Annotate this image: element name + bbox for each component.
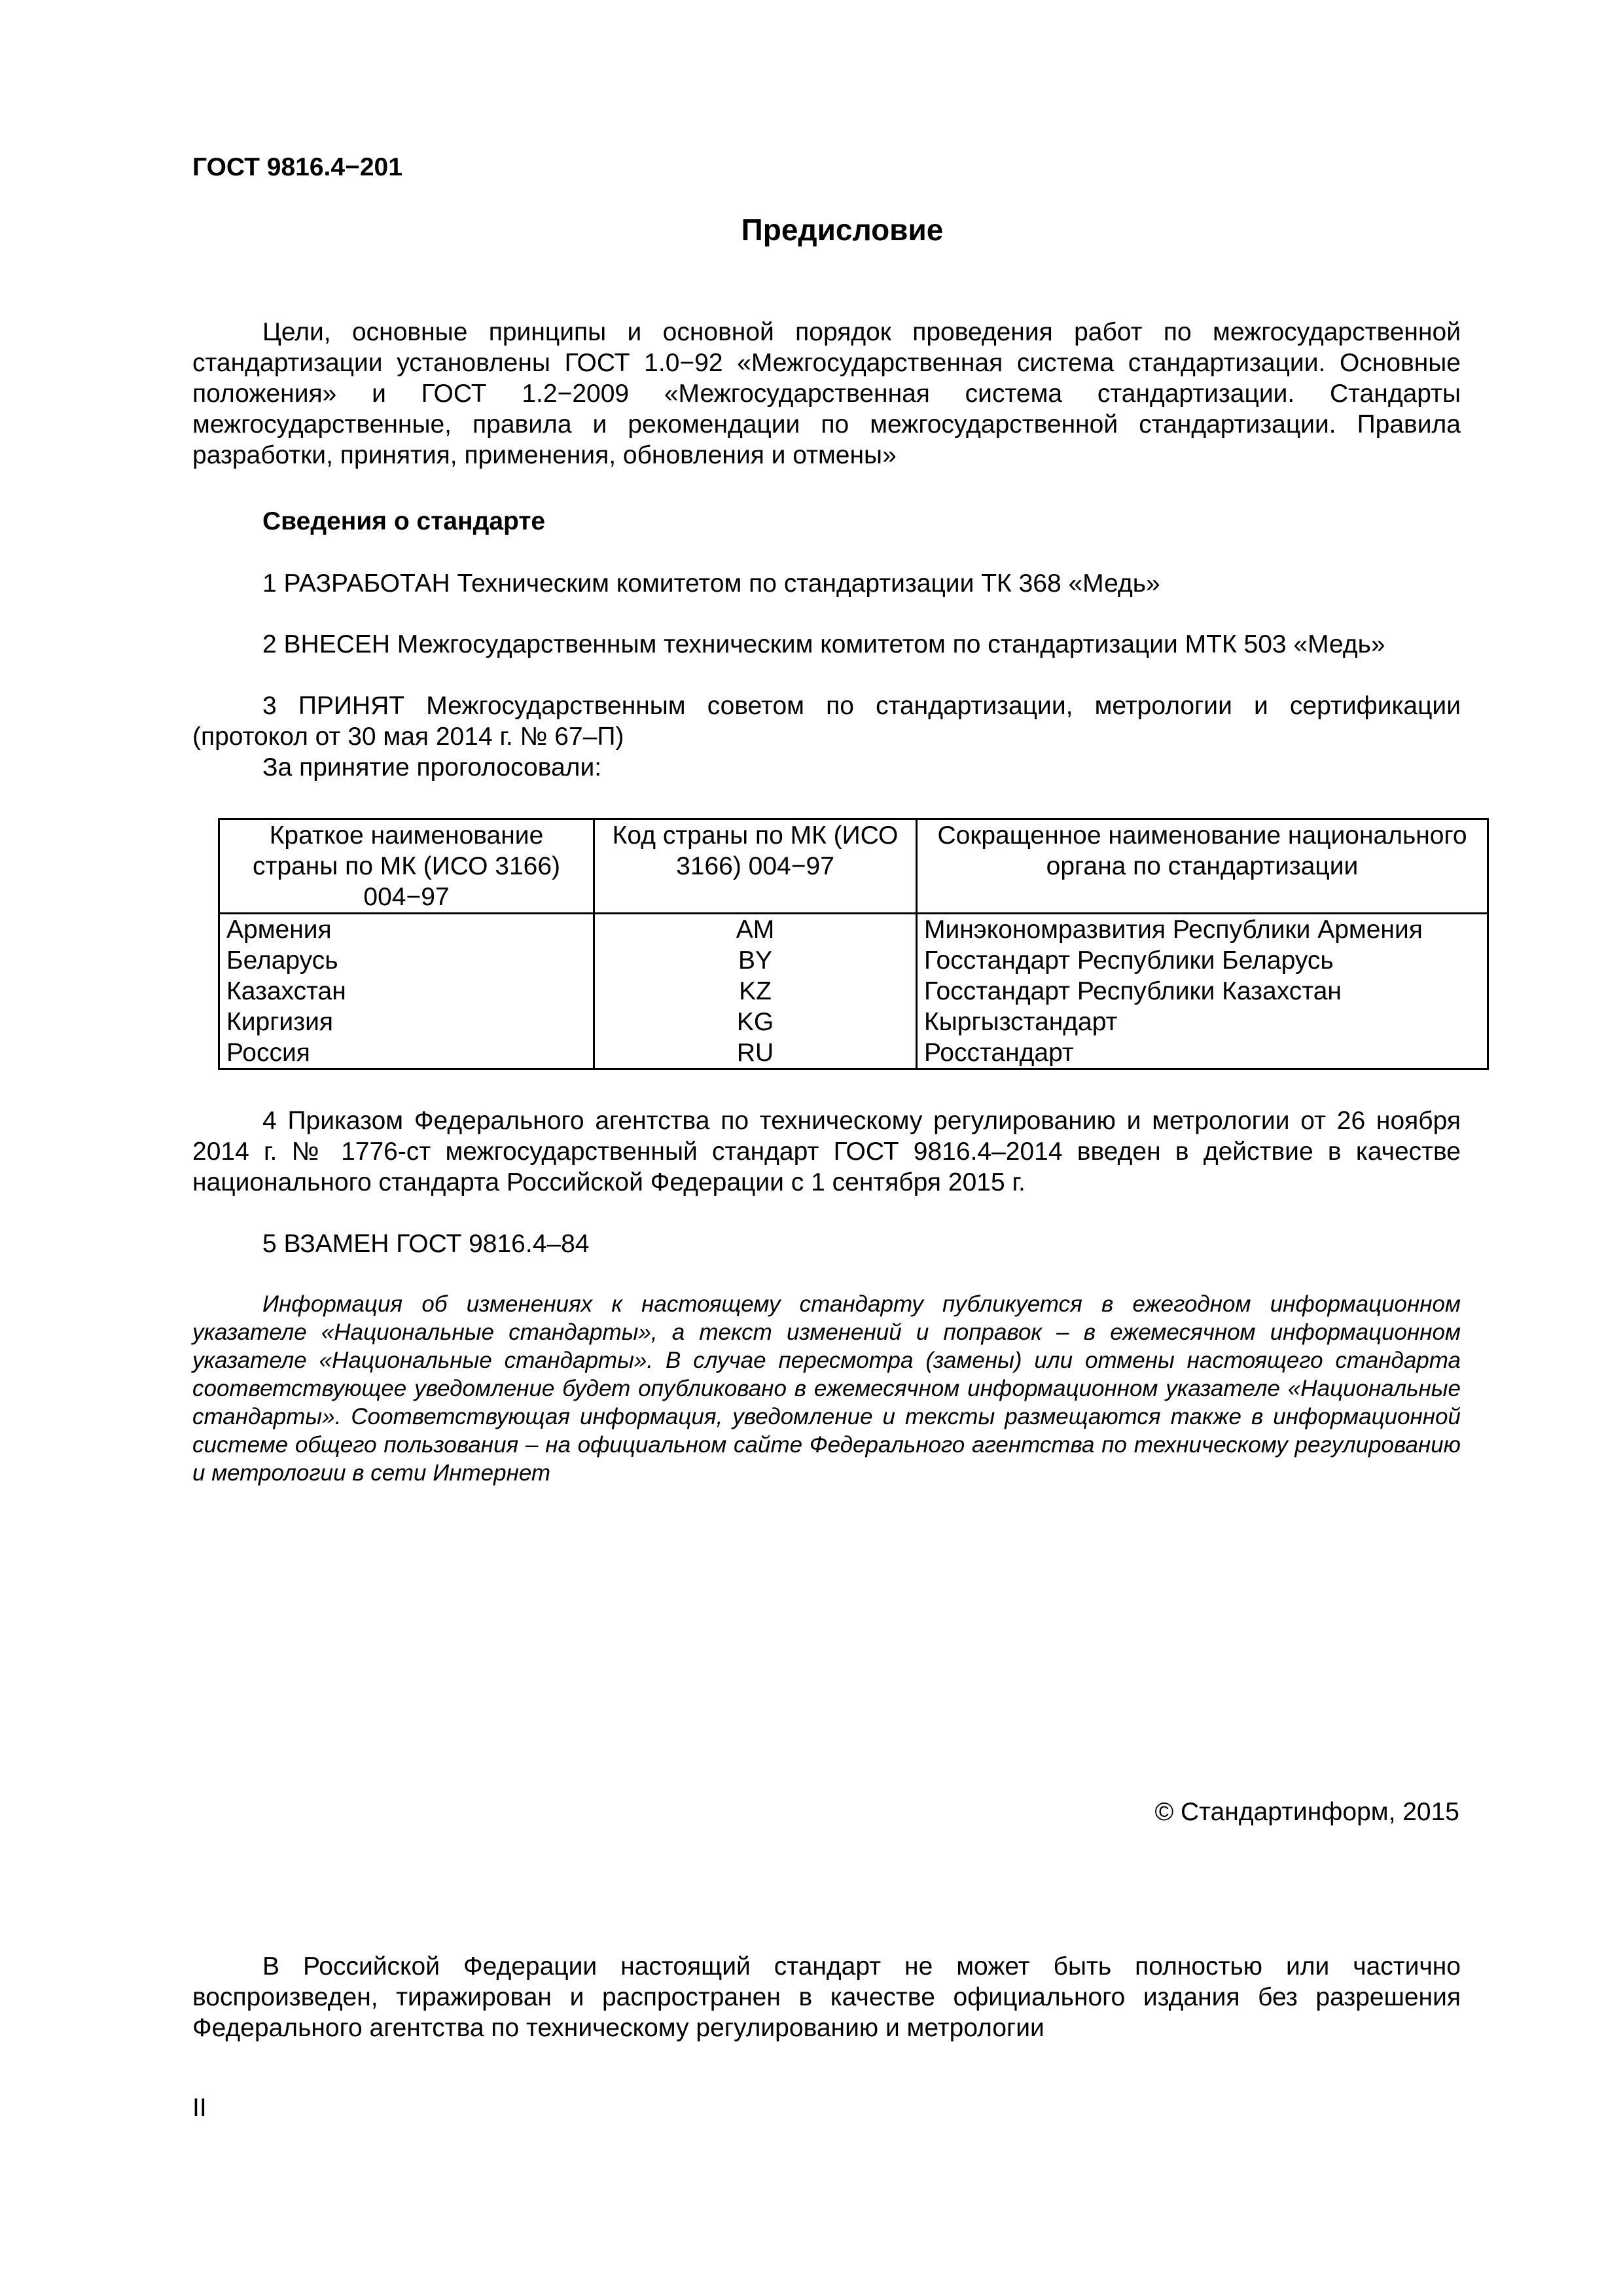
country-name-cell: Беларусь: [219, 945, 594, 976]
national-body-cell: Минэкономразвития Республики Армения: [917, 914, 1488, 946]
national-body-cell: Госстандарт Республики Беларусь: [917, 945, 1488, 976]
changes-notice: Информация об изменениях к настоящему стандарту публикуется в ежегодном информационном указателе «Национальные стандарты», а текст изменений и поправок – в ежемесячном информационном указателе «Национальные стандарты». В случае пересмотра (замены) или отмены настоящего стандарта соответствующее уведомление будет опубликовано в ежемесячном информационном указателе «Национальные стандарты». Соответствующая информация, уведомление и тексты размещаются также в информационной системе общего пользования – на официальном сайте Федерального агентства по техническому регулированию и метрологии в сети Интернет: [192, 1291, 1461, 1486]
country-name-cell: Армения: [219, 914, 594, 946]
page-number: II: [192, 2094, 207, 2122]
national-body-cell: Госстандарт Республики Казахстан: [917, 976, 1488, 1007]
voted-label: За принятие проголосовали:: [262, 753, 602, 781]
country-name-cell: Киргизия: [219, 1007, 594, 1037]
header-country-name: Краткое наименование страны по МК (ИСО 3166) 004−97: [219, 819, 594, 914]
country-name-cell: Россия: [219, 1037, 594, 1069]
voting-countries-table: [218, 818, 1489, 1070]
country-code-cell: KG: [594, 1007, 917, 1037]
item-submitted: 2 ВНЕСЕН Межгосударственным техническим комитетом по стандартизации МТК 503 «Медь»: [262, 630, 1385, 658]
national-body-cell: Кыргызстандарт: [917, 1007, 1488, 1037]
table-row: [219, 976, 1488, 1007]
table-row: [219, 1037, 1488, 1069]
item-developed: 1 РАЗРАБОТАН Техническим комитетом по стандартизации ТК 368 «Медь»: [262, 569, 1160, 598]
country-name-cell: Казахстан: [219, 976, 594, 1007]
header-national-body: Сокращенное наименование национального органа по стандартизации: [917, 819, 1488, 914]
item-order: 4 Приказом Федерального агентства по техническому регулированию и метрологии от 26 ноября 2014 г. № 1776-ст межгосударственный стандарт ГОСТ 9816.4–2014 введен в действие в качестве национального стандарта Российской Федерации с 1 сентября 2015 г.: [192, 1107, 1461, 1196]
table-row: [219, 945, 1488, 976]
table-row: [219, 914, 1488, 946]
item-replaces: 5 ВЗАМЕН ГОСТ 9816.4–84: [262, 1230, 590, 1258]
page-title: Предисловие: [741, 213, 944, 247]
country-code-cell: AM: [594, 914, 917, 946]
header-country-code: Код страны по МК (ИСО 3166) 004−97: [594, 819, 917, 914]
intro-paragraph: Цели, основные принципы и основной порядок проведения работ по межгосударственной стандартизации установлены ГОСТ 1.0−92 «Межгосударственная система стандартизации. Основные положения» и ГОСТ 1.2−2009 «Межгосударственная система стандартизации. Стандарты межгосударственные, правила и рекомендации по межгосударственной стандартизации. Правила разработки, принятия, применения, обновления и отмены»: [192, 318, 1461, 469]
country-code-cell: RU: [594, 1037, 917, 1069]
national-body-cell: Росстандарт: [917, 1037, 1488, 1069]
reproduction-notice: В Российской Федерации настоящий стандарт не может быть полностью или частично воспроизведен, тиражирован и распространен в качестве официального издания без разрешения Федерального агентства по техническому регулированию и метрологии: [192, 1952, 1461, 2042]
table-row: [219, 1007, 1488, 1037]
document-number: ГОСТ 9816.4−201: [192, 153, 402, 181]
country-code-cell: KZ: [594, 976, 917, 1007]
country-code-cell: BY: [594, 945, 917, 976]
table-header-row: [219, 819, 1488, 914]
copyright: © Стандартинформ, 2015: [1154, 1798, 1459, 1826]
standard-info-heading: Сведения о стандарте: [262, 507, 546, 535]
item-adopted: 3 ПРИНЯТ Межгосударственным советом по стандартизации, метрологии и сертификации (протокол от 30 мая 2014 г. № 67–П): [192, 692, 1461, 751]
